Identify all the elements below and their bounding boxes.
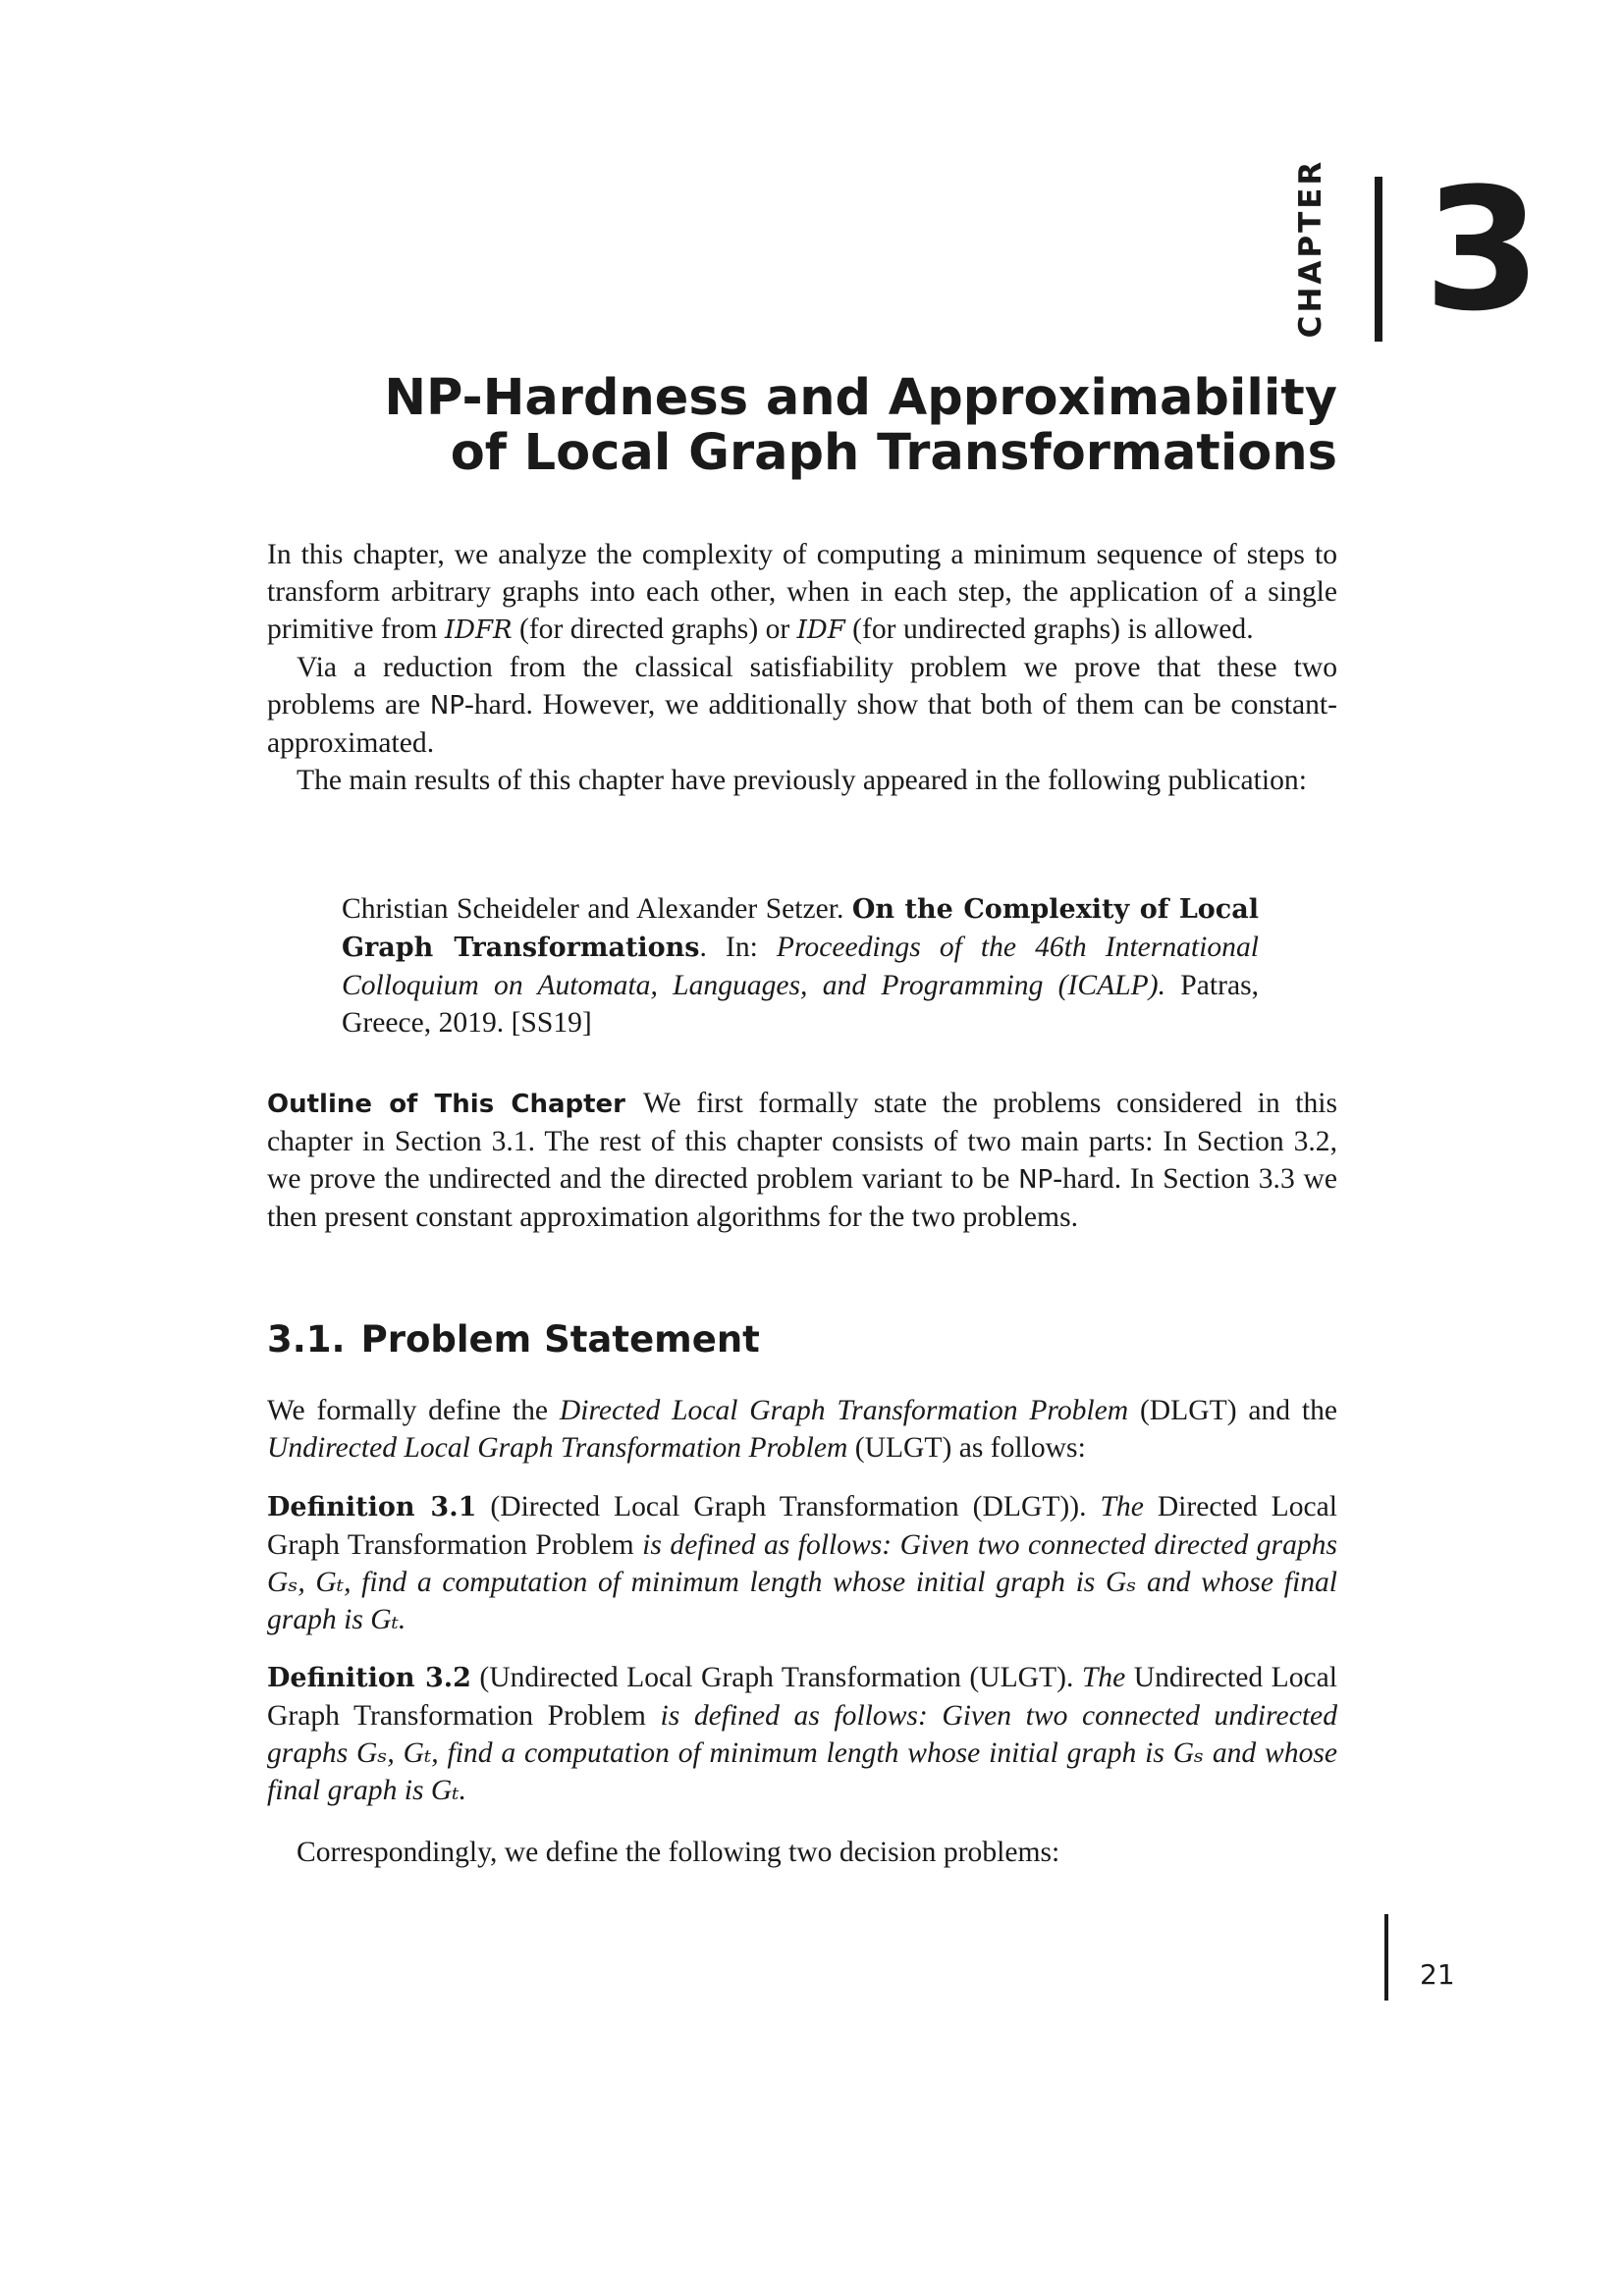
page-number-rule	[1384, 1914, 1388, 2001]
section-title: Problem Statement	[360, 1318, 760, 1361]
np-label: NP	[429, 691, 465, 721]
chapter-title-line-1: NP-Hardness and Approximability	[384, 369, 1337, 427]
outline-paragraph: Outline of This Chapter We first formally state the problems considered in this chapter in Section 3.1. The rest of this chapter consists of two main parts: In Section 3.2, we prove the undirected and the directed problem variant to be NP-hard. In Section 3.3 we then present constant approximation algorithms for the two problems.	[267, 1088, 1338, 1233]
idfr-symbol: IDFR	[444, 615, 513, 645]
ulgt-name: Undirected Local Graph Transformation Problem	[267, 1432, 848, 1464]
section-heading	[267, 1315, 776, 1364]
citation-key: [SS19]	[511, 1007, 592, 1039]
definition-label: Definition 3.2	[267, 1663, 471, 1693]
chapter-divider	[1375, 177, 1382, 342]
section-intro: We formally define the Directed Local Graph Transformation Problem (DLGT) and the Undirected Local Graph Transformation Problem (ULGT) as follows:	[267, 1395, 1338, 1464]
intro-text	[267, 536, 1337, 799]
intro-paragraph-2: Via a reduction from the classical satisfiability problem we prove that these two problems are NP-hard. However, we additionally show that both of them can be constant-approximated.	[267, 652, 1337, 759]
definition-3-2: Definition 3.2 (Undirected Local Graph Transformation (ULGT). The Undirected Local Graph Transformation Problem is defined as follows: Given two connected undirected graphs Gₛ, Gₜ, find a computation of minimum length whose initial graph is Gₛ and whose final graph is Gₜ.	[267, 1662, 1338, 1806]
chapter-label: CHAPTER	[1293, 158, 1328, 339]
chapter-title	[295, 371, 1337, 481]
page-number: 21	[1420, 1958, 1455, 1991]
dlgt-name: Directed Local Graph Transformation Problem	[559, 1395, 1129, 1426]
publication-title: On the Complexity of Local Graph Transformations	[342, 894, 1260, 963]
idf-symbol: IDF	[796, 615, 845, 645]
intro-paragraph-3: The main results of this chapter have previously appeared in the following publication:	[297, 765, 1307, 796]
definition-3-1: Definition 3.1 (Directed Local Graph Transformation (DLGT)). The Directed Local Graph Transformation Problem is defined as follows: Given two connected directed graphs Gₛ, Gₜ, find a computation of minimum length whose initial graph is Gₛ and whose final graph is Gₜ.	[267, 1491, 1338, 1635]
chapter-number: 3	[1424, 151, 1542, 348]
graph-symbols: Gₛ, Gₜ	[267, 1567, 345, 1598]
publication-venue: Proceedings of the 46th International Colloquium on Automata, Languages, and Programming (ICALP).	[342, 932, 1259, 1001]
section-number: 3.1.	[267, 1318, 346, 1361]
outline-heading: Outline of This Chapter	[267, 1090, 625, 1119]
definition-label: Definition 3.1	[267, 1492, 477, 1522]
closing-paragraph: Correspondingly, we define the following two decision problems:	[297, 1837, 1060, 1868]
publication-authors: Christian Scheideler and Alexander Setzer.	[342, 893, 844, 925]
publication-citation: Christian Scheideler and Alexander Setzer. On the Complexity of Local Graph Transformations. In: Proceedings of the 46th International Colloquium on Automata, Languages, and Programming (ICALP). Patras, Greece, 2019. [SS19]	[342, 893, 1260, 1039]
np-label: NP	[1018, 1165, 1054, 1195]
chapter-title-line-2: of Local Graph Transformations	[450, 424, 1337, 482]
intro-paragraph-1: In this chapter, we analyze the complexity of computing a minimum sequence of steps to transform arbitrary graphs into each other, when in each step, the application of a single primitive from IDFR (for directed graphs) or IDF (for undirected graphs) is allowed.	[267, 539, 1337, 645]
graph-symbols: Gₛ, Gₜ	[356, 1737, 432, 1769]
